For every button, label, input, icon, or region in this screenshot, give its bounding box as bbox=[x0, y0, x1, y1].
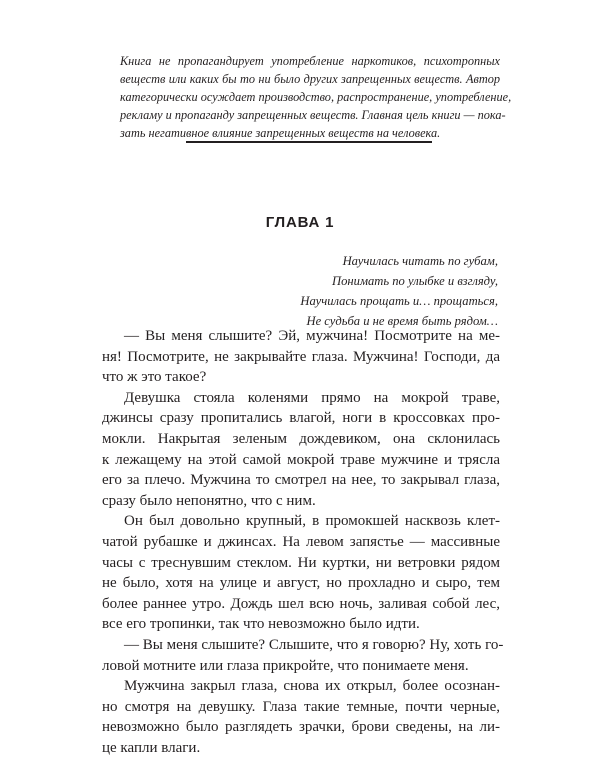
epigraph bbox=[238, 251, 498, 331]
horizontal-rule bbox=[186, 141, 432, 143]
disclaimer-line: категорически осуждает производство, распространение, употребление, bbox=[120, 90, 512, 104]
disclaimer-line: веществ или каких бы то ни было других запрещенных веществ. Автор bbox=[120, 72, 500, 86]
disclaimer-line: рекламу и пропаганду запрещенных веществ. Главная цель книги — пока- bbox=[120, 108, 506, 122]
body-line: Мужчина закрыл глаза, снова их открыл, более осознан- bbox=[124, 678, 500, 695]
epigraph-line: Научилась прощать и… прощаться, bbox=[300, 294, 498, 308]
body-line: его за плечо. Мужчина то смотрел на нее, то закрывал глаза, bbox=[102, 472, 500, 489]
epigraph-line: Научилась читать по губам, bbox=[342, 254, 498, 268]
body-line: ловой мотните или глаза прикройте, что понимаете меня. bbox=[102, 657, 469, 674]
disclaimer-notice bbox=[120, 52, 512, 142]
body-line: ня! Посмотрите, не закрывайте глаза. Мужчина! Господи, да bbox=[102, 348, 500, 365]
body-line: сразу было непонятно, что с ним. bbox=[102, 492, 316, 509]
chapter-title: ГЛАВА 1 bbox=[265, 214, 335, 231]
body-line: — Вы меня слышите? Эй, мужчина! Посмотрите на ме- bbox=[124, 328, 500, 344]
disclaimer-line: зать негативное влияние запрещенных веществ на человека. bbox=[120, 126, 441, 140]
body-line: не было, хотя на улице и август, но прохладно и сыро, тем bbox=[102, 575, 500, 592]
body-line: но смотря на девушку. Глаза такие темные, почти черные, bbox=[102, 698, 500, 715]
body-line: Девушка стояла коленями прямо на мокрой траве, bbox=[124, 389, 500, 406]
body-line: что ж это такое? bbox=[102, 369, 207, 386]
body-line: часы с треснувшим стеклом. Ни куртки, ни ветровки рядом bbox=[102, 554, 500, 571]
body-line: невозможно было разглядеть зрачки, брови сведены, на ли- bbox=[102, 719, 500, 736]
epigraph-line: Не судьба и не время быть рядом… bbox=[306, 314, 498, 328]
body-line: мокли. Накрытая зеленым дождевиком, она склонилась bbox=[102, 430, 500, 447]
body-line: чатой рубашке и джинсах. На левом запястье — массивные bbox=[102, 533, 500, 550]
body-line: це капли влаги. bbox=[102, 739, 201, 756]
chapter-body-text bbox=[102, 326, 504, 758]
body-line: к лежащему на этой самой мокрой траве мужчине и трясла bbox=[102, 451, 500, 468]
disclaimer-line: Книга не пропагандирует употребление наркотиков, психотропных bbox=[120, 54, 500, 68]
body-line: более раннее утро. Дождь шел всю ночь, заливая собой лес, bbox=[102, 595, 500, 612]
body-line: — Вы меня слышите? Слышите, что я говорю? Ну, хоть го- bbox=[124, 636, 504, 653]
body-line: Он был довольно крупный, в промокшей насквозь клет- bbox=[124, 513, 500, 530]
body-line: все его тропинки, так что невозможно было идти. bbox=[102, 616, 420, 633]
body-line: джинсы сразу пропитались влагой, ноги в кроссовках про- bbox=[102, 410, 500, 427]
epigraph-line: Понимать по улыбке и взгляду, bbox=[332, 274, 498, 288]
